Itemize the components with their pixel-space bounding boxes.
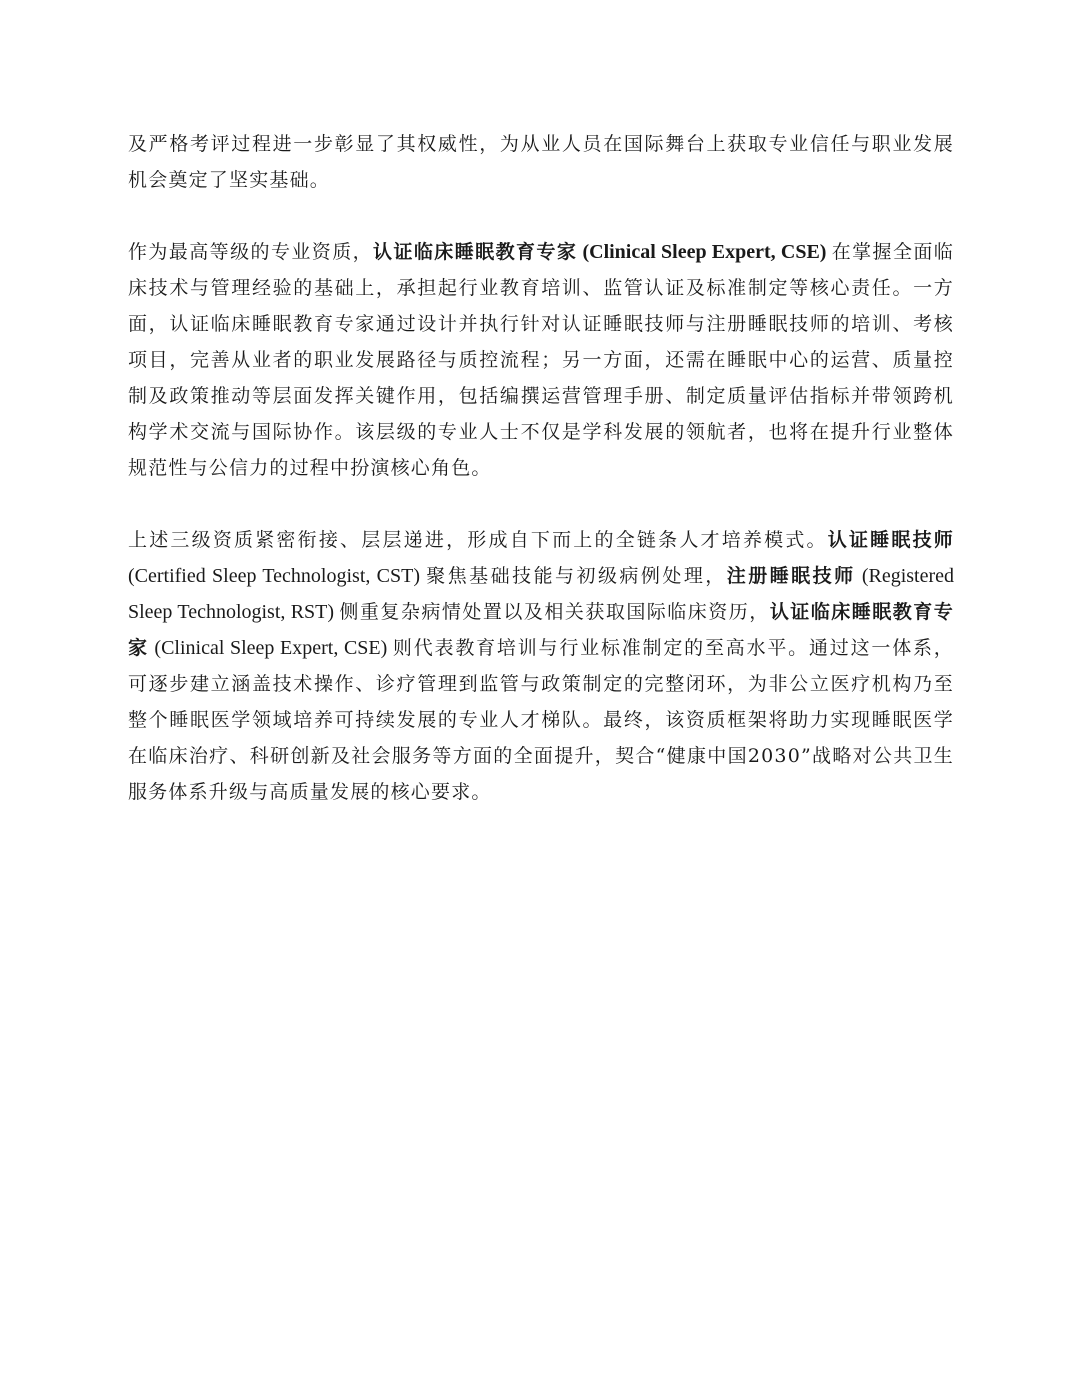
paragraph-2-bold-english-term: (Clinical Sleep Expert, CSE) [577,241,832,263]
paragraph-3-run-10: 则代表教育培训与行业标准制定的至高水平。通过这一体系，可逐步建立涵盖技术操作、诊疗管理到监管与政策制定的完整闭环，为非公立医疗机构乃至整个睡眠医学领域培养可持续发展的专业人才梯队。最终，该资质框架将助力实现睡眠医学在临床治疗、科研创新及社会服务等方面的全面提升，契合“健康中国2030”战略对公共卫生服务体系升级与高质量发展的核心要求。 [128,637,954,803]
paragraph-3-cst-english: (Certified Sleep Technologist, CST) [128,565,427,587]
paragraph-3 [128,522,954,810]
paragraph-2-run-4: 在掌握全面临床技术与管理经验的基础上，承担起行业教育培训、监管认证及标准制定等核心责任。一方面，认证临床睡眠教育专家通过设计并执行针对认证睡眠技师与注册睡眠技师的培训、考核项目，完善从业者的职业发展路径与质控流程；另一方面，还需在睡眠中心的运营、质量控制及政策推动等层面发挥关键作用，包括编撰运营管理手册、制定质量评估指标并带领跨机构学术交流与国际协作。该层级的专业人士不仅是学科发展的领航者，也将在提升行业整体规范性与公信力的过程中扮演核心角色。 [128,241,954,479]
paragraph-3-bold-rst: 注册睡眠技师 [726,565,856,587]
paragraph-3-rst-english: (Registered Sleep Technologist, RST) [128,565,955,623]
paragraph-2-bold-term: 认证临床睡眠教育专家 [373,241,578,263]
paragraph-3-run-7: 侧重复杂病情处置以及相关获取国际临床资历， [339,601,770,623]
paragraph-1-run-1: 及严格考评过程进一步彰显了其权威性，为从业人员在国际舞台上获取专业信任与职业发展机会奠定了坚实基础。 [128,133,954,191]
paragraph-3-bold-cse: 认证临床睡眠教育专家 [128,601,954,659]
paragraph-3-cse-english: (Clinical Sleep Expert, CSE) [148,637,393,659]
paragraph-2-run-1: 作为最高等级的专业资质， [128,241,374,263]
paragraph-3-run-4: 聚焦基础技能与初级病例处理， [426,565,727,587]
paragraph-3-run-1: 上述三级资质紧密衔接、层层递进，形成自下而上的全链条人才培养模式。 [128,529,828,551]
document-page [128,126,954,846]
paragraph-2 [128,234,954,486]
paragraph-1 [128,126,954,198]
paragraph-3-bold-cst: 认证睡眠技师 [827,529,954,551]
